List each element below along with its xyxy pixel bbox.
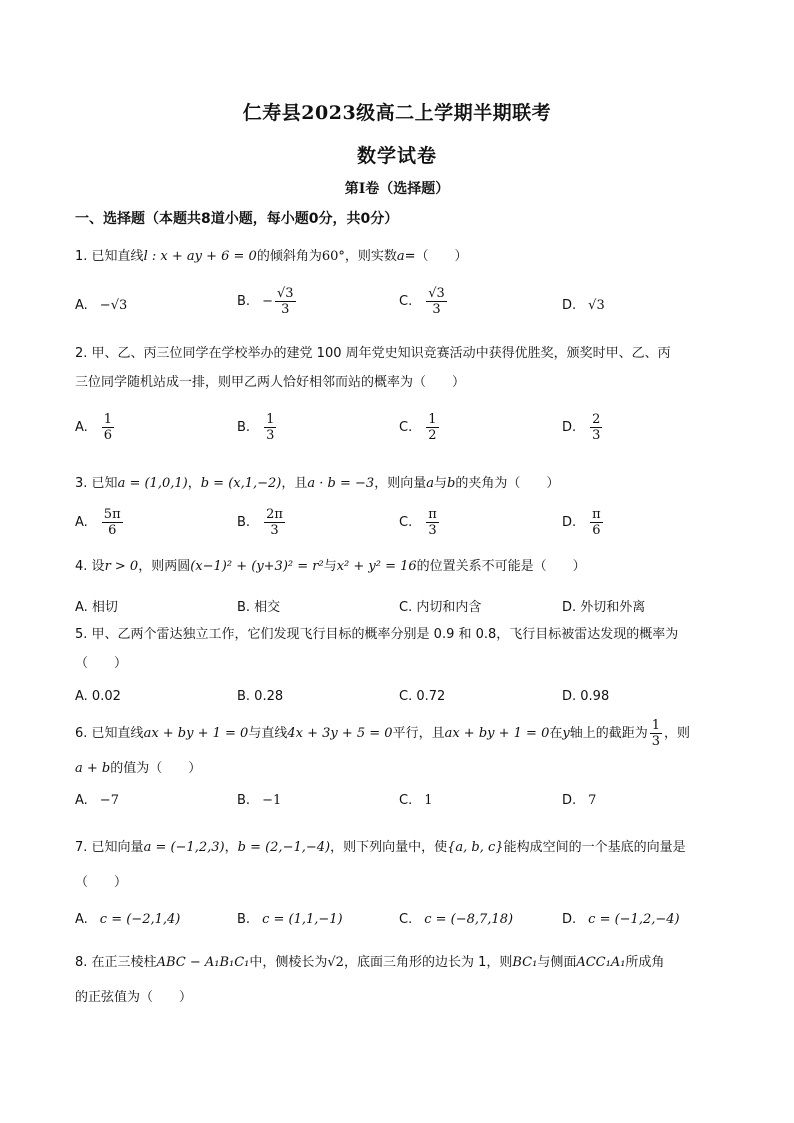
question-3: 3. 已知a = (1,0,1)，b = (x,1,−2)，且a · b = −3，则向量a与b的夹角为（ ） [75,476,560,491]
question-6-line-2: a + b的值为（ ） [75,761,202,776]
q6-option-c[interactable]: C. 1 [399,793,433,808]
question-7-line-1: 7. 已知向量a = (−1,2,3)，b = (2,−1,−4)，则下列向量中，使{a, b, c}能构成空间的一个基底的向量是 [75,840,686,855]
q4-option-c[interactable]: C. 内切和内含 [399,600,482,615]
q7-option-d[interactable]: D. c = (−1,2,−4) [562,912,680,927]
subject-title: 数学试卷 [356,145,437,167]
q7-option-a[interactable]: A. c = (−2,1,4) [75,912,181,927]
q4-option-a[interactable]: A. 相切 [75,600,118,615]
q3-option-a[interactable]: A. $\frac{5\pi}{6}$ [75,507,121,538]
q7-option-b[interactable]: B. c = (1,1,−1) [237,912,343,927]
question-2-line-1: 2. 甲、乙、丙三位同学在学校举办的建党 100 周年党史知识竞赛活动中获得优胜奖，颁奖时甲、乙、丙 [75,346,671,361]
question-8-line-2: 的正弦值为（ ） [75,990,193,1005]
q6-option-b[interactable]: B. −1 [237,793,282,808]
q5-option-a[interactable]: A. 0.02 [75,689,121,704]
question-8-line-1: 8. 在正三棱柱ABC − A₁B₁C₁中，侧棱长为√2，底面三角形的边长为 1，则BC₁与侧面ACC₁A₁所成角 [75,955,665,970]
q5-option-d[interactable]: D. 0.98 [562,689,610,704]
q5-option-b[interactable]: B. 0.28 [237,689,284,704]
question-1: 1. 已知直线l : x + ay + 6 = 0的倾斜角为60°，则实数a=（ ） [75,249,468,264]
q6-option-a[interactable]: A. −7 [75,793,119,808]
question-6-line-1: 6. 已知直线 ax + by + 1 = 0 与直线 4x + 3y + 5 = 0 平行，且 ax + by + 1 = 0 在 y 轴上的截距为 $\frac{1}{3}$ ，则 [75,717,691,749]
q1-option-a[interactable]: A. −√3 [75,298,128,313]
q6-option-d[interactable]: D. 7 [562,793,597,808]
q4-option-b[interactable]: B. 相交 [237,600,281,615]
question-5-line-1: 5. 甲、乙两个雷达独立工作，它们发现飞行目标的概率分别是 0.9 和 0.8，飞行目标被雷达发现的概率为 [75,627,679,642]
q2-option-b[interactable]: B. $\frac{1}{3}$ [237,412,275,443]
q3-option-d[interactable]: D. $\frac{\pi}{6}$ [562,507,601,538]
q2-option-a[interactable]: A. $\frac{1}{6}$ [75,412,113,443]
question-2-line-2: 三位同学随机站成一排，则甲乙两人恰好相邻而站的概率为（ ） [75,375,466,390]
volume-title: 第I卷（选择题） [344,181,450,197]
q1-option-b[interactable]: B. − $\frac{√3}{3}$ [237,286,294,317]
question-4: 4. 设r > 0，则两圆(x−1)² + (y+3)² = r²与x² + y² = 16的位置关系不可能是（ ） [75,559,586,574]
q3-option-b[interactable]: B. $\frac{2\pi}{3}$ [237,507,283,538]
section-heading: 一、选择题（本题共8道小题，每小题0分，共0分） [75,211,399,227]
q7-option-c[interactable]: C. c = (−8,7,18) [399,912,514,927]
question-7-line-2: （ ） [75,875,128,890]
q2-option-d[interactable]: D. $\frac{2}{3}$ [562,412,601,443]
q5-option-c[interactable]: C. 0.72 [399,689,446,704]
q1-option-d[interactable]: D. √3 [562,298,605,313]
question-5-line-2: （ ） [75,656,128,671]
q1-option-c[interactable]: C. $\frac{√3}{3}$ [399,286,445,317]
q4-option-d[interactable]: D. 外切和外离 [562,600,646,615]
q3-option-c[interactable]: C. $\frac{\pi}{3}$ [399,507,437,538]
q2-option-c[interactable]: C. $\frac{1}{2}$ [399,412,437,443]
exam-title: 仁寿县2023级高二上学期半期联考 [242,102,552,124]
